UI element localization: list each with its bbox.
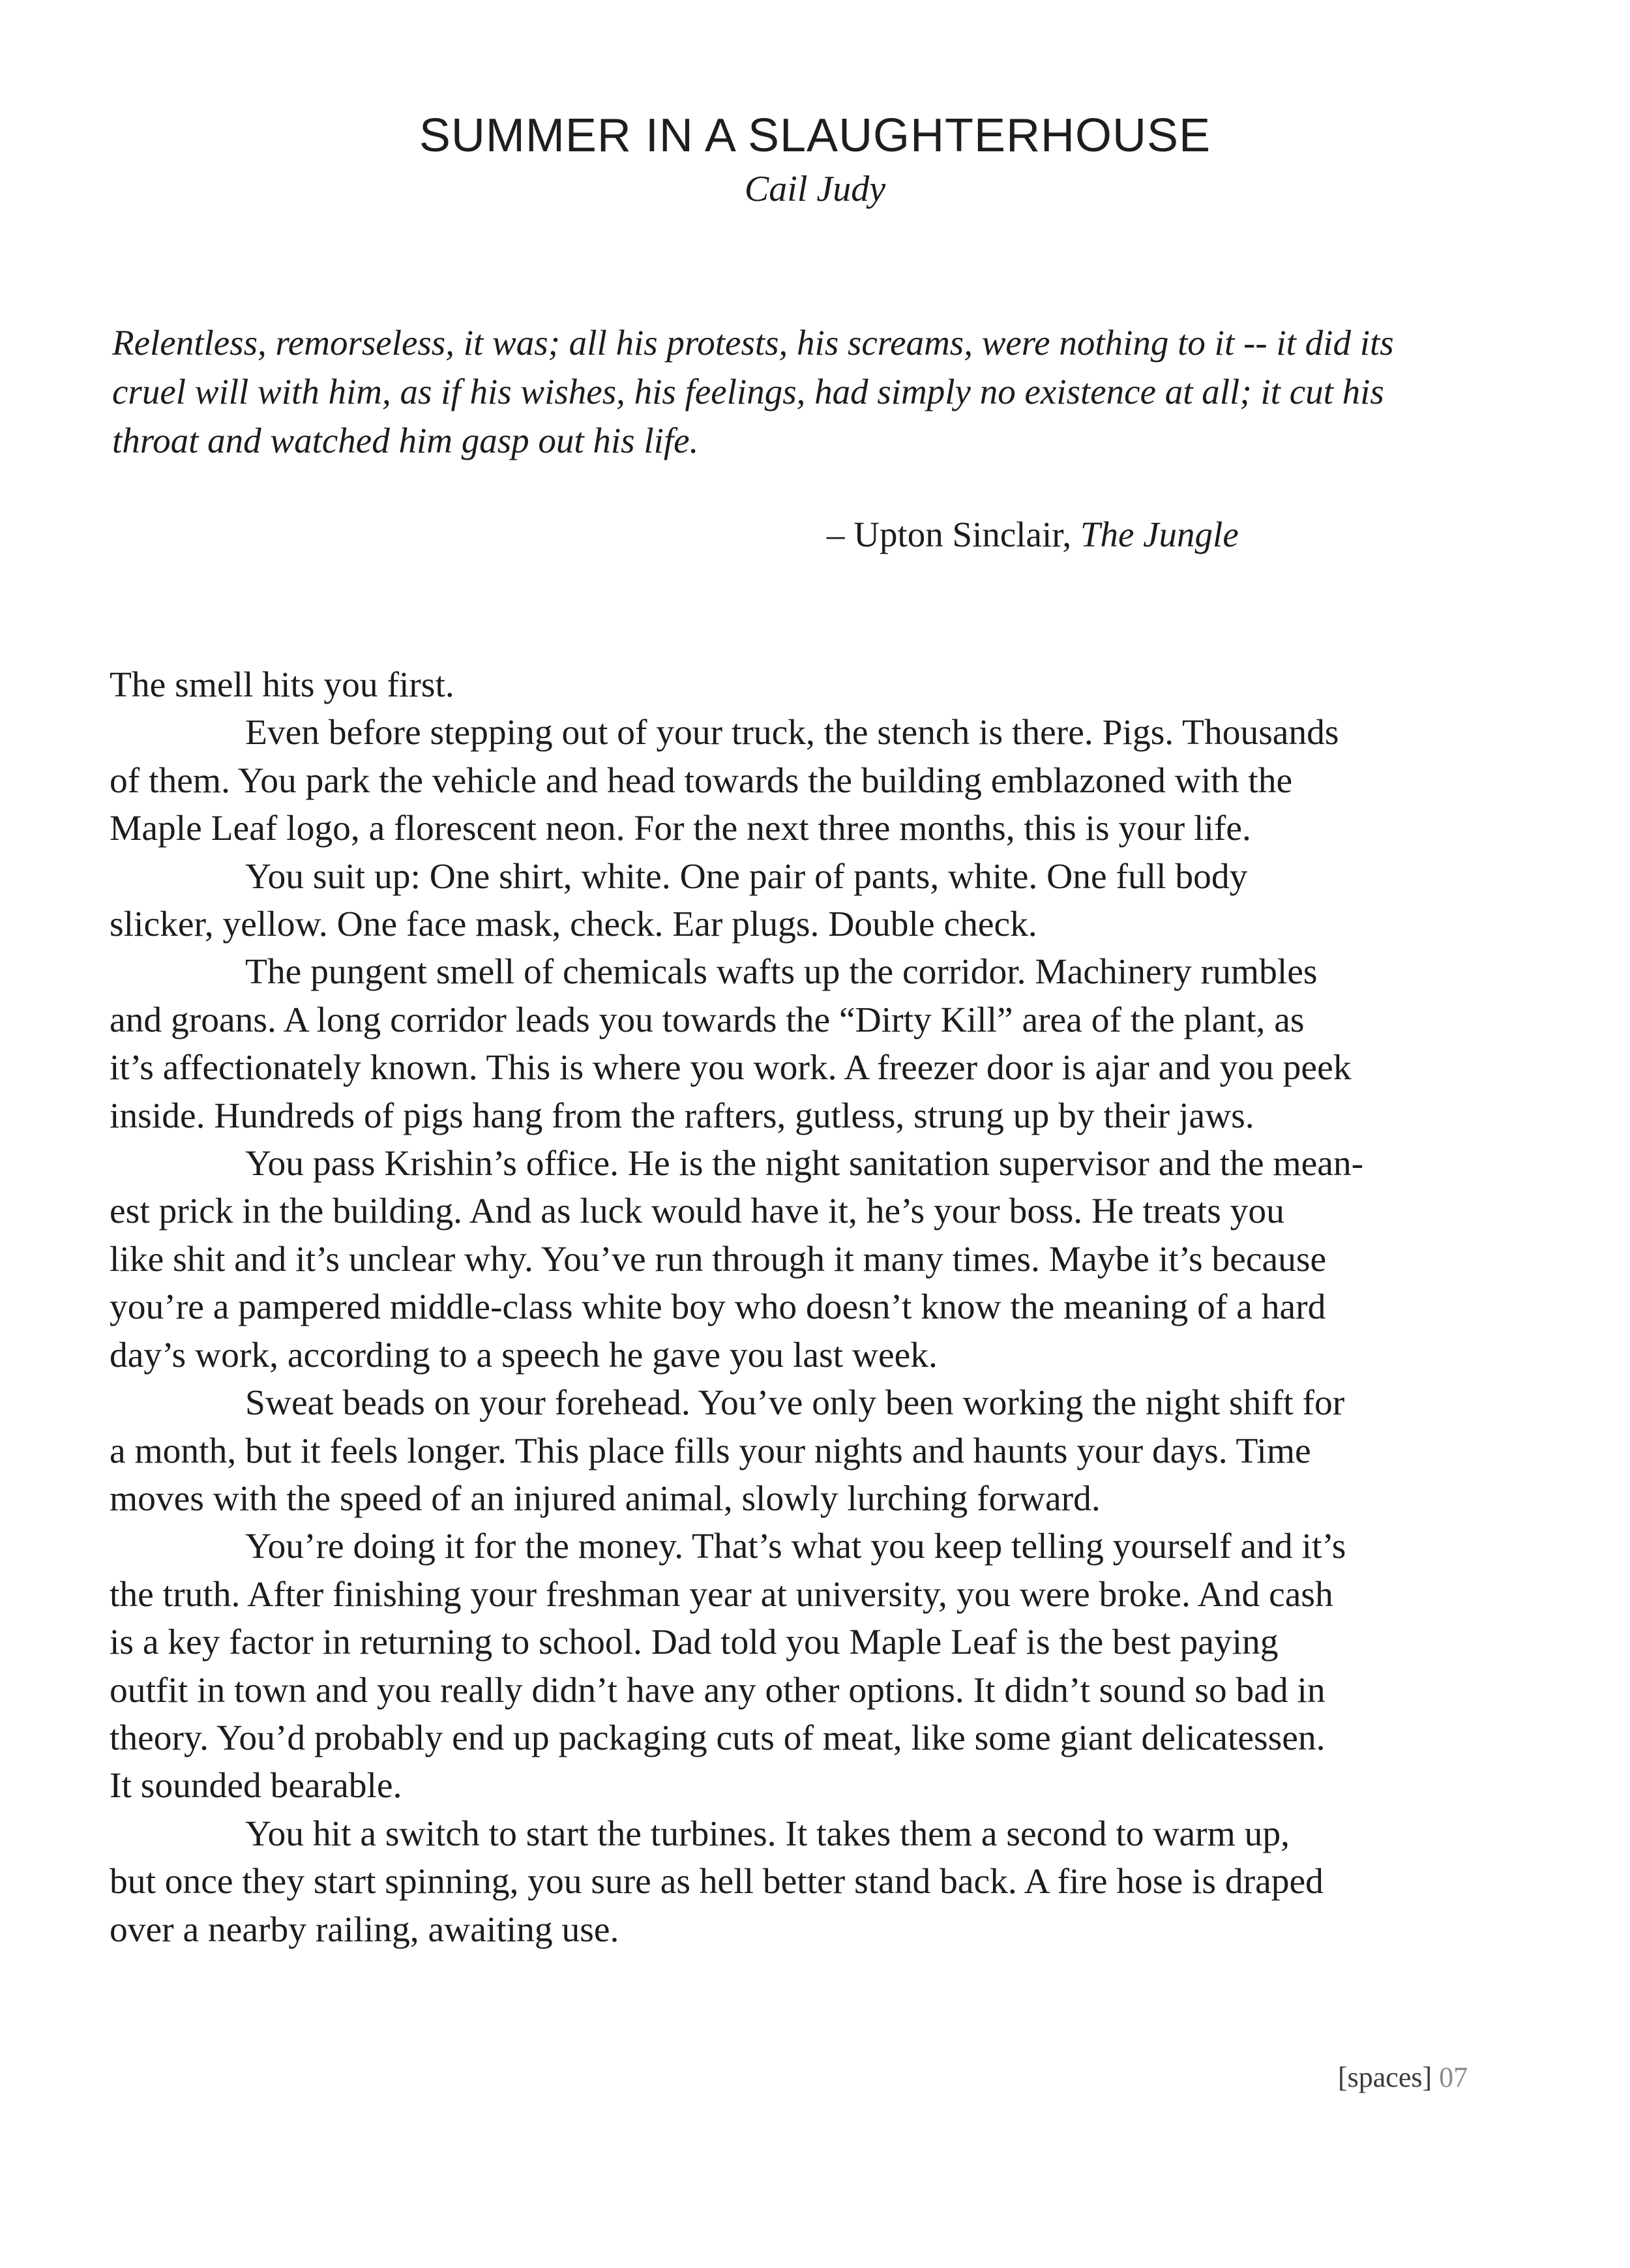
body-line: Even before stepping out of your truck, the stench is there. Pigs. Thousands: [245, 713, 1339, 753]
body-line: est prick in the building. And as luck would have it, he’s your boss. He treats you: [110, 1191, 1284, 1232]
epigraph-attribution: [827, 516, 1239, 552]
page-footer: [1338, 2063, 1468, 2092]
article-body: [110, 661, 1479, 1954]
body-line: theory. You’d probably end up packaging cuts of meat, like some giant delicatessen.: [110, 1718, 1326, 1758]
body-line: of them. You park the vehicle and head towards the building emblazoned with the: [110, 760, 1293, 801]
body-line: a month, but it feels longer. This place fills your nights and haunts your days. Time: [110, 1431, 1311, 1471]
body-line: You pass Krishin’s office. He is the night sanitation supervisor and the mean-: [245, 1144, 1364, 1184]
publication-label: [spaces]: [1338, 2061, 1432, 2093]
attribution-book-title: The Jungle: [1080, 515, 1239, 554]
epigraph-line: cruel will with him, as if his wishes, his feelings, had simply no existence at all; it cut his: [112, 372, 1384, 411]
body-line: it’s affectionately known. This is where you work. A freezer door is ajar and you peek: [110, 1048, 1352, 1088]
body-line: is a key factor in returning to school. Dad told you Maple Leaf is the best paying: [110, 1622, 1279, 1663]
author-byline: Cail Judy: [744, 169, 886, 209]
body-line: Maple Leaf logo, a florescent neon. For the next three months, this is your life.: [110, 809, 1251, 849]
article-title: SUMMER IN A SLAUGHTERHOUSE: [419, 110, 1211, 162]
body-line: The pungent smell of chemicals wafts up the corridor. Machinery rumbles: [245, 952, 1318, 992]
body-line: inside. Hundreds of pigs hang from the rafters, gutless, strung up by their jaws.: [110, 1096, 1254, 1136]
epigraph-line: throat and watched him gasp out his life.: [112, 421, 699, 460]
body-line: like shit and it’s unclear why. You’ve run through it many times. Maybe it’s because: [110, 1239, 1327, 1279]
page-number: 07: [1439, 2061, 1468, 2093]
body-line: but once they start spinning, you sure as hell better stand back. A fire hose is draped: [110, 1862, 1324, 1902]
body-line: You’re doing it for the money. That’s what you keep telling yourself and it’s: [245, 1527, 1346, 1567]
epigraph-line: Relentless, remorseless, it was; all his protests, his screams, were nothing to it -- it did its: [112, 323, 1394, 363]
body-line: You suit up: One shirt, white. One pair of pants, white. One full body: [245, 856, 1248, 897]
epigraph-quote: [112, 318, 1468, 465]
body-line: Sweat beads on your forehead. You’ve only been working the night shift for: [245, 1383, 1345, 1424]
body-line: slicker, yellow. One face mask, check. Ear plugs. Double check.: [110, 904, 1037, 945]
body-line: over a nearby railing, awaiting use.: [110, 1909, 619, 1950]
body-line: moves with the speed of an injured animal, slowly lurching forward.: [110, 1478, 1101, 1519]
body-line: You hit a switch to start the turbines. It takes them a second to warm up,: [245, 1813, 1290, 1854]
body-line: It sounded bearable.: [110, 1766, 402, 1806]
body-line: outfit in town and you really didn’t have any other options. It didn’t sound so bad in: [110, 1670, 1326, 1710]
body-line: and groans. A long corridor leads you towards the “Dirty Kill” area of the plant, as: [110, 1000, 1305, 1040]
body-line: day’s work, according to a speech he gave you last week.: [110, 1335, 938, 1375]
body-line: the truth. After finishing your freshman year at university, you were broke. And cash: [110, 1574, 1333, 1615]
attribution-author: – Upton Sinclair,: [827, 515, 1080, 554]
body-line: The smell hits you first.: [110, 665, 454, 705]
body-line: you’re a pampered middle-class white boy who doesn’t know the meaning of a hard: [110, 1287, 1326, 1328]
